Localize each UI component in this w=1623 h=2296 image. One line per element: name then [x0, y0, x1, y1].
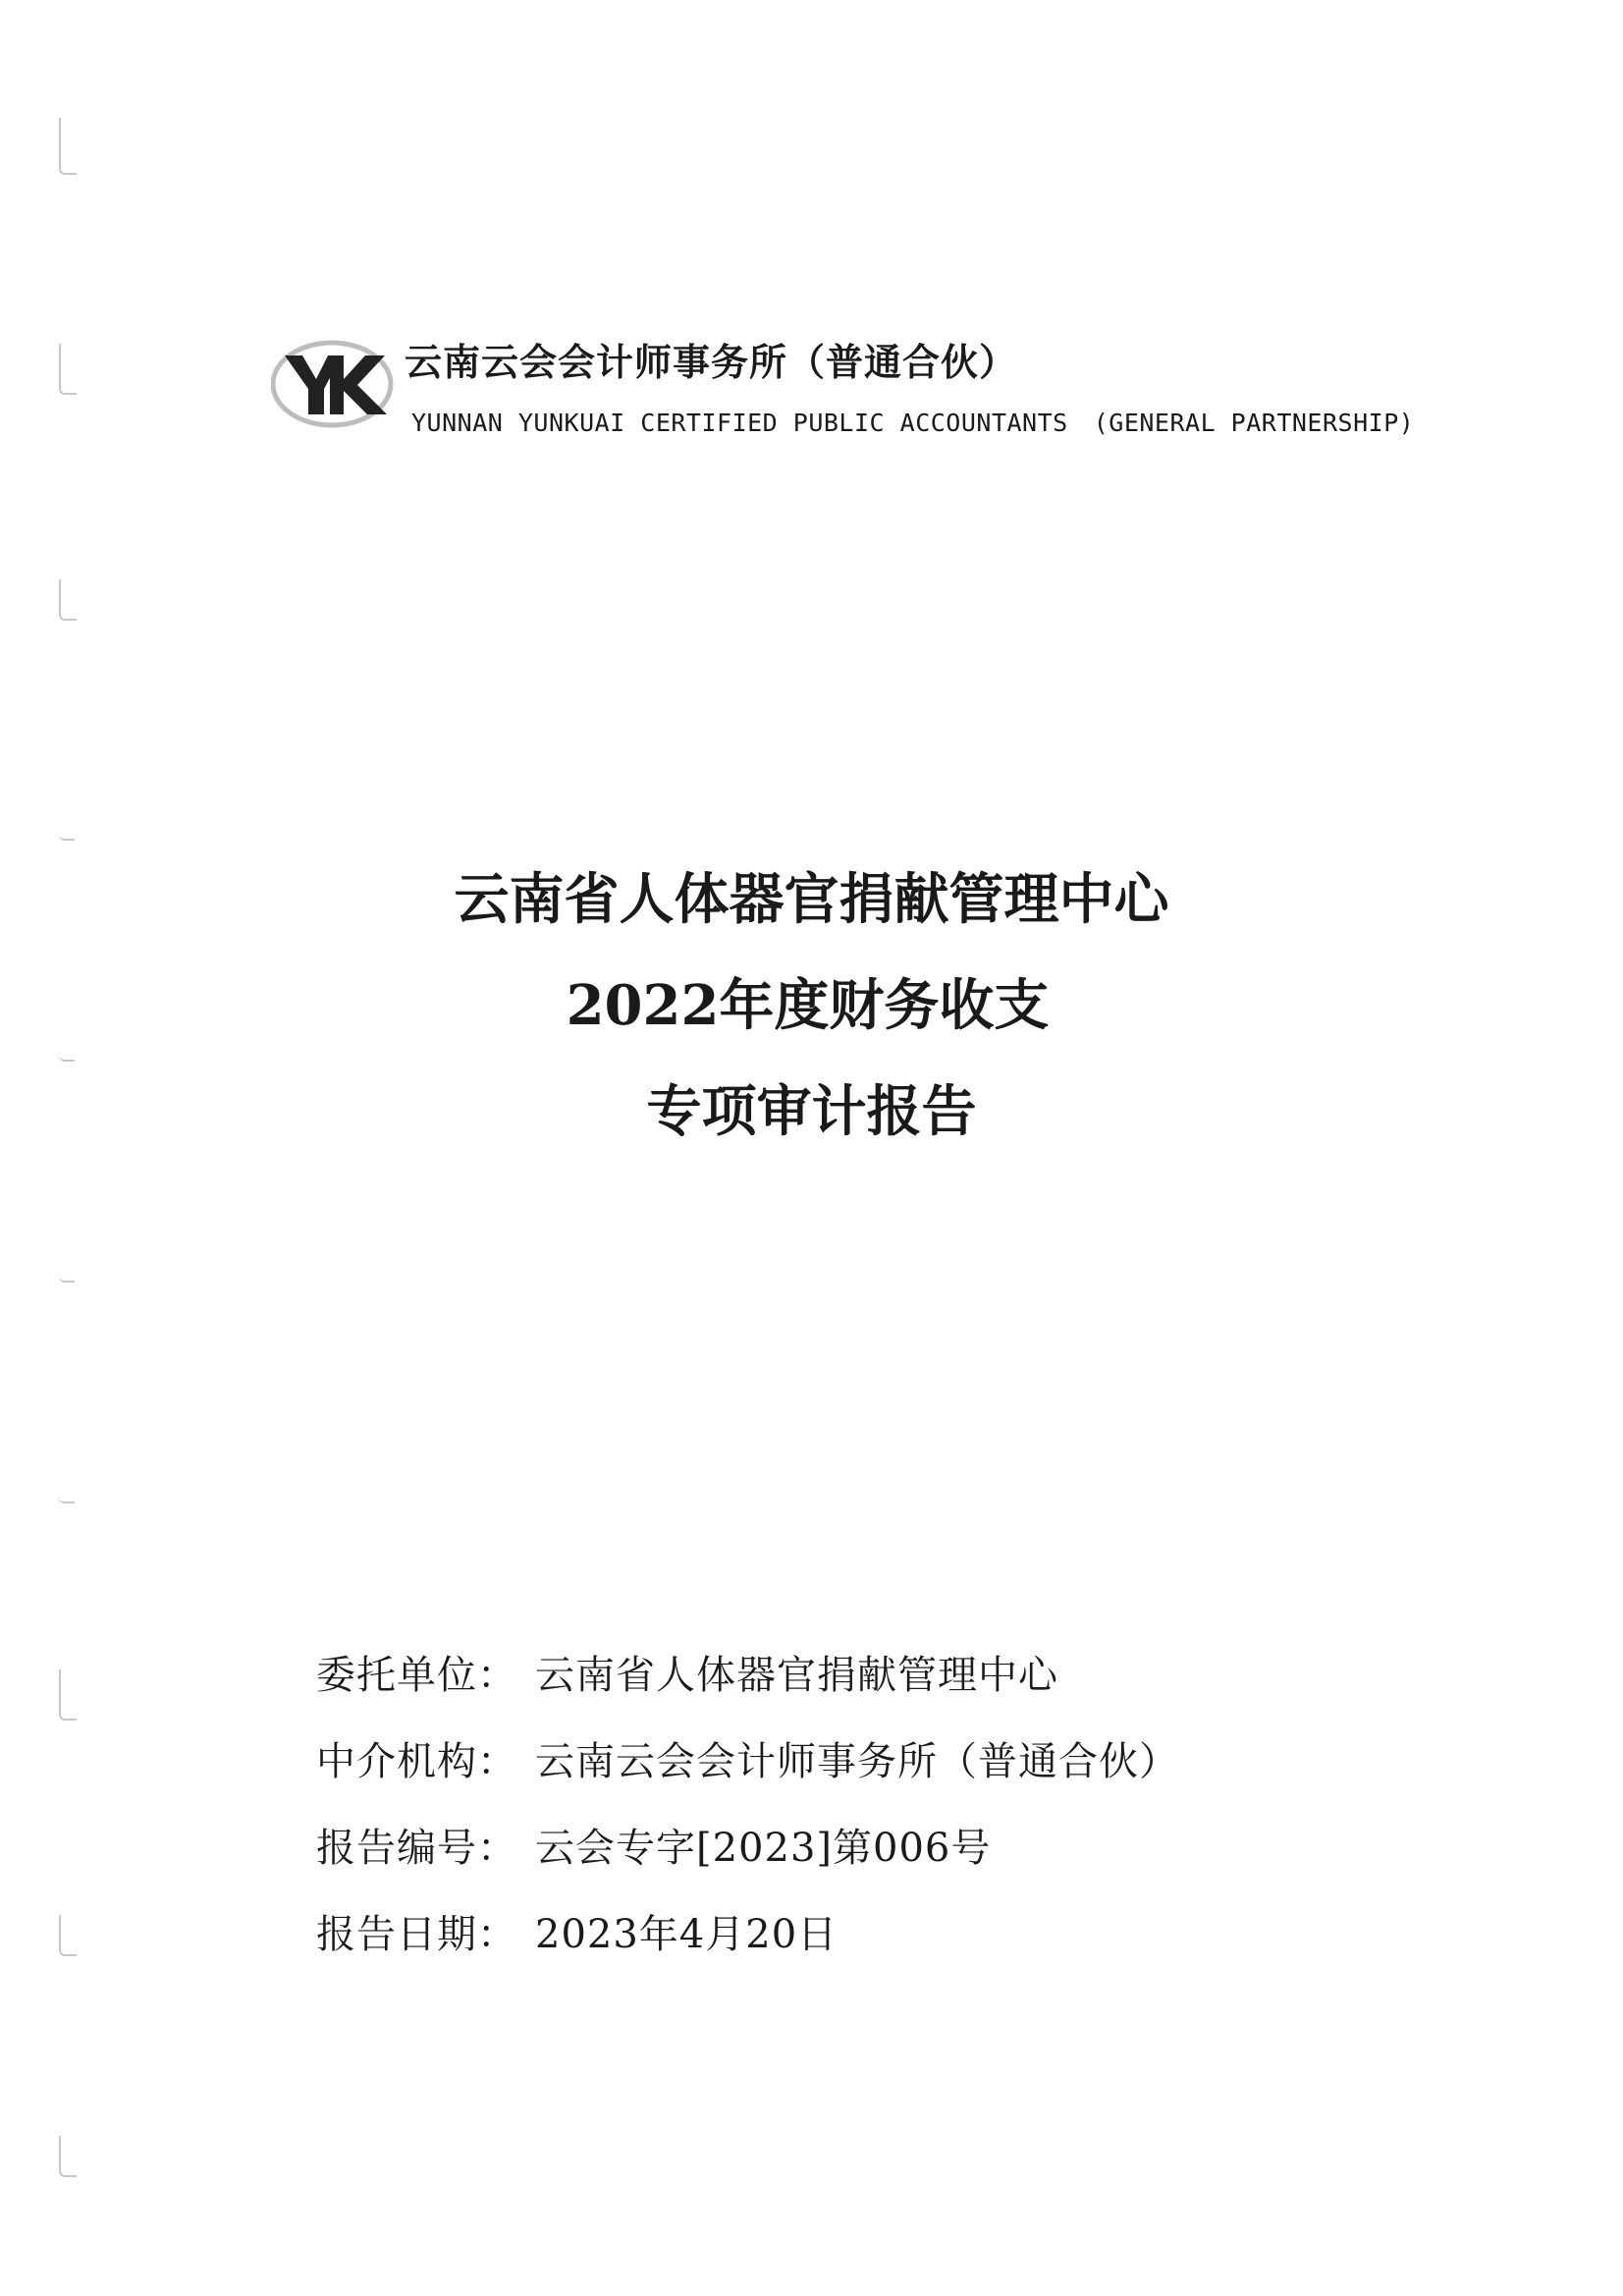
report-title-line-1: 云南省人体器官捐献管理中心 [454, 867, 1169, 932]
binding-mark [59, 579, 77, 621]
info-label: 委托单位： [316, 1653, 517, 1698]
info-row-report-number [316, 1823, 1396, 1909]
info-row-client [316, 1650, 1396, 1736]
firm-name-en [411, 409, 1414, 437]
info-label: 报告编号： [316, 1826, 517, 1871]
binding-mark [59, 1915, 77, 1956]
binding-mark [59, 344, 77, 395]
info-label: 中介机构： [316, 1739, 517, 1784]
info-value: 云南云会会计师事务所（普通合伙） [535, 1739, 1179, 1784]
binding-mark [59, 118, 77, 175]
firm-name-cn: 云南云会会计师事务所（普通合伙） [405, 341, 1018, 384]
info-value: 云会专字[2023]第006号 [535, 1826, 992, 1871]
report-title-line-2: 2022年度财务收支 [566, 973, 1050, 1038]
report-title [0, 867, 1623, 1144]
firm-name-en-main: YUNNAN YUNKUAI CERTIFIED PUBLIC ACCOUNTANTS [411, 409, 1068, 437]
firm-logo [271, 340, 397, 428]
firm-name-en-suffix: (GENERAL PARTNERSHIP) [1093, 409, 1415, 437]
letterhead [271, 324, 1415, 442]
report-info [316, 1650, 1396, 1995]
binding-mark [59, 2136, 77, 2177]
info-value: 云南省人体器官捐献管理中心 [535, 1653, 1058, 1698]
info-value: 2023年4月20日 [535, 1912, 839, 1957]
binding-mark [59, 1498, 75, 1503]
binding-mark [59, 1669, 77, 1721]
logo-letter-k [330, 355, 387, 414]
info-label: 报告日期： [316, 1912, 517, 1957]
report-title-line-3: 专项审计报告 [646, 1079, 977, 1144]
info-row-report-date [316, 1909, 1396, 1995]
binding-mark [59, 1277, 75, 1283]
info-row-agency [316, 1736, 1396, 1823]
binding-mark [59, 835, 75, 841]
